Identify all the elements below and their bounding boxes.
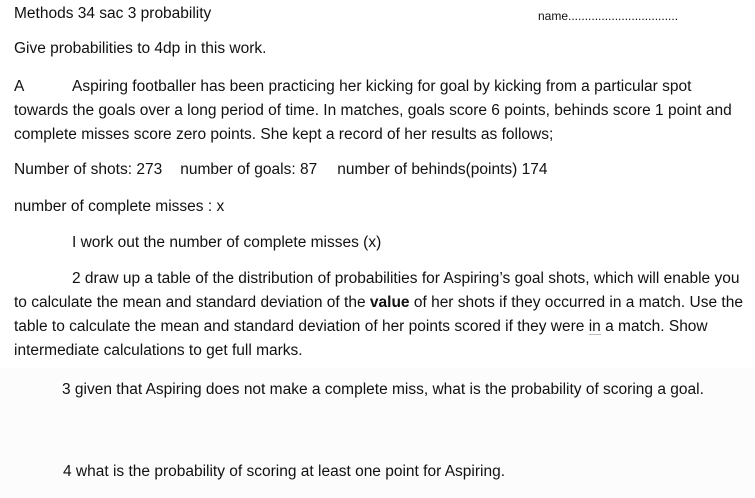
question-1: I work out the number of complete misses (x) bbox=[72, 234, 382, 251]
behinds-count: number of behinds(points) 174 bbox=[337, 161, 548, 178]
goals-count: number of goals: 87 bbox=[180, 161, 318, 178]
shot-record bbox=[14, 160, 547, 180]
question-2-text-middle: of her shots if they occurred in a match. Use the table to calculate the mean and standard deviation of her points scored if they were bbox=[14, 294, 743, 335]
student-name-field: name................................. bbox=[538, 9, 679, 23]
question-2 bbox=[14, 267, 747, 363]
question-3 bbox=[2, 377, 747, 403]
question-2-text-end: a match. Show intermediate calculations to get full marks. bbox=[14, 318, 708, 359]
question-2-bold-value: value bbox=[369, 294, 410, 311]
question-2-text-start: 2 draw up a table of the distribution of probabilities for Aspiring’s goal shots, which will enable you to calculate the mean and standard deviation of the bbox=[14, 270, 740, 311]
problem-text: Aspiring footballer has been practicing her kicking for goal by kicking from a particular spot towards the goals over a long period of time. In matches, goals score 6 points, behinds score 1 point and complete misses score zero points. She kept a record of her results as follows; bbox=[14, 78, 732, 143]
worksheet-title: Methods 34 sac 3 probability bbox=[14, 5, 212, 22]
misses-count: number of complete misses : x bbox=[14, 198, 225, 215]
question-2-in-word: in bbox=[588, 318, 601, 335]
problem-statement bbox=[14, 75, 747, 147]
shots-count: Number of shots: 273 bbox=[14, 161, 163, 178]
rounding-instruction: Give probabilities to 4dp in this work. bbox=[14, 40, 267, 57]
question-4: 4 what is the probability of scoring at least one point for Aspiring. bbox=[63, 463, 505, 480]
problem-label: A bbox=[14, 78, 25, 95]
question-3-text: 3 given that Aspiring does not make a complete miss, what is the probability of scoring a goal. bbox=[62, 381, 704, 398]
